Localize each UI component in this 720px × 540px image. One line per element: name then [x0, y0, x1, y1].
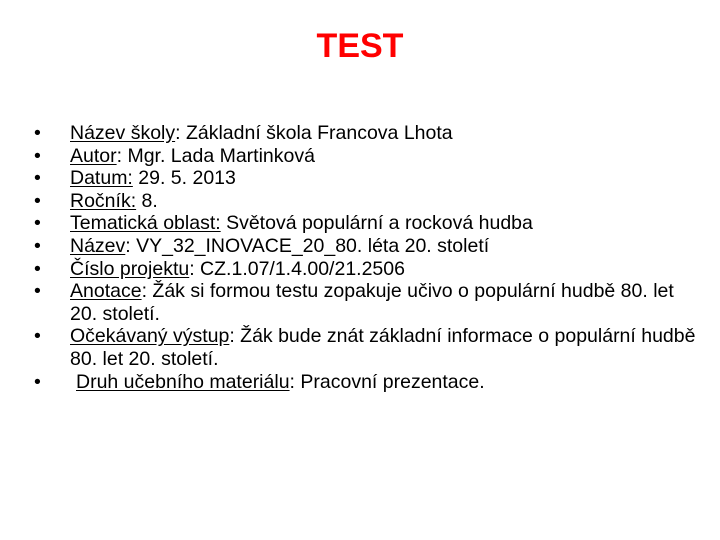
item-label: Očekávaný výstup [70, 325, 230, 348]
item-separator: : [189, 257, 195, 280]
item-label: Název [70, 234, 126, 257]
item-separator: : [229, 325, 235, 348]
item-label: Tematická oblast: [70, 212, 221, 235]
list-item-author [34, 145, 706, 168]
bullet-icon: • [34, 370, 41, 393]
item-value: VY_32_INOVACE_20_80. léta 20. století [130, 234, 490, 257]
list-item-annotation [34, 280, 706, 325]
item-label: Ročník: [70, 189, 137, 212]
list-item-material-type [34, 371, 706, 394]
item-label: Autor [70, 144, 117, 167]
item-value: CZ.1.07/1.4.00/21.2506 [194, 257, 405, 280]
bullet-icon: • [34, 167, 41, 190]
list-item-date [34, 167, 706, 190]
list-item-school-name [34, 122, 706, 145]
item-label: Anotace [70, 280, 142, 303]
item-value: Základní škola Francova Lhota [180, 122, 453, 144]
bullet-icon: • [34, 280, 41, 303]
bullet-icon: • [34, 234, 41, 257]
item-separator: : [125, 234, 131, 257]
list-item-project-number [34, 258, 706, 281]
item-label: Druh učebního materiálu [76, 370, 290, 393]
item-label: Datum: [70, 167, 133, 190]
bullet-icon: • [34, 122, 41, 144]
item-value: 8. [136, 189, 158, 212]
item-value: Pracovní prezentace. [294, 370, 485, 393]
item-separator: : [175, 122, 181, 144]
bullet-icon: • [34, 257, 41, 280]
bullet-icon: • [34, 325, 41, 348]
info-bullet-list [34, 122, 706, 393]
slide-title: TEST [316, 27, 404, 65]
list-item-grade [34, 190, 706, 213]
item-value: 29. 5. 2013 [132, 167, 236, 190]
item-label: Název školy [70, 122, 176, 144]
bullet-icon: • [34, 144, 41, 167]
item-label: Číslo projektu [70, 257, 190, 280]
item-value: Mgr. Lada Martinková [122, 144, 315, 167]
list-item-expected-outcome [34, 325, 706, 370]
item-separator: : [116, 144, 123, 167]
item-value: Světová populární a rocková hudba [220, 212, 533, 235]
item-separator: : [141, 280, 147, 303]
item-value: Žák bude znát základní informace o populární hudbě 80. let 20. století. [70, 325, 696, 370]
bullet-icon: • [34, 212, 41, 235]
item-separator: : [289, 370, 295, 393]
item-value: Žák si formou testu zopakuje učivo o populární hudbě 80. let 20. století. [70, 280, 674, 325]
list-item-thematic-area [34, 212, 706, 235]
bullet-icon: • [34, 189, 41, 212]
list-item-title [34, 235, 706, 258]
